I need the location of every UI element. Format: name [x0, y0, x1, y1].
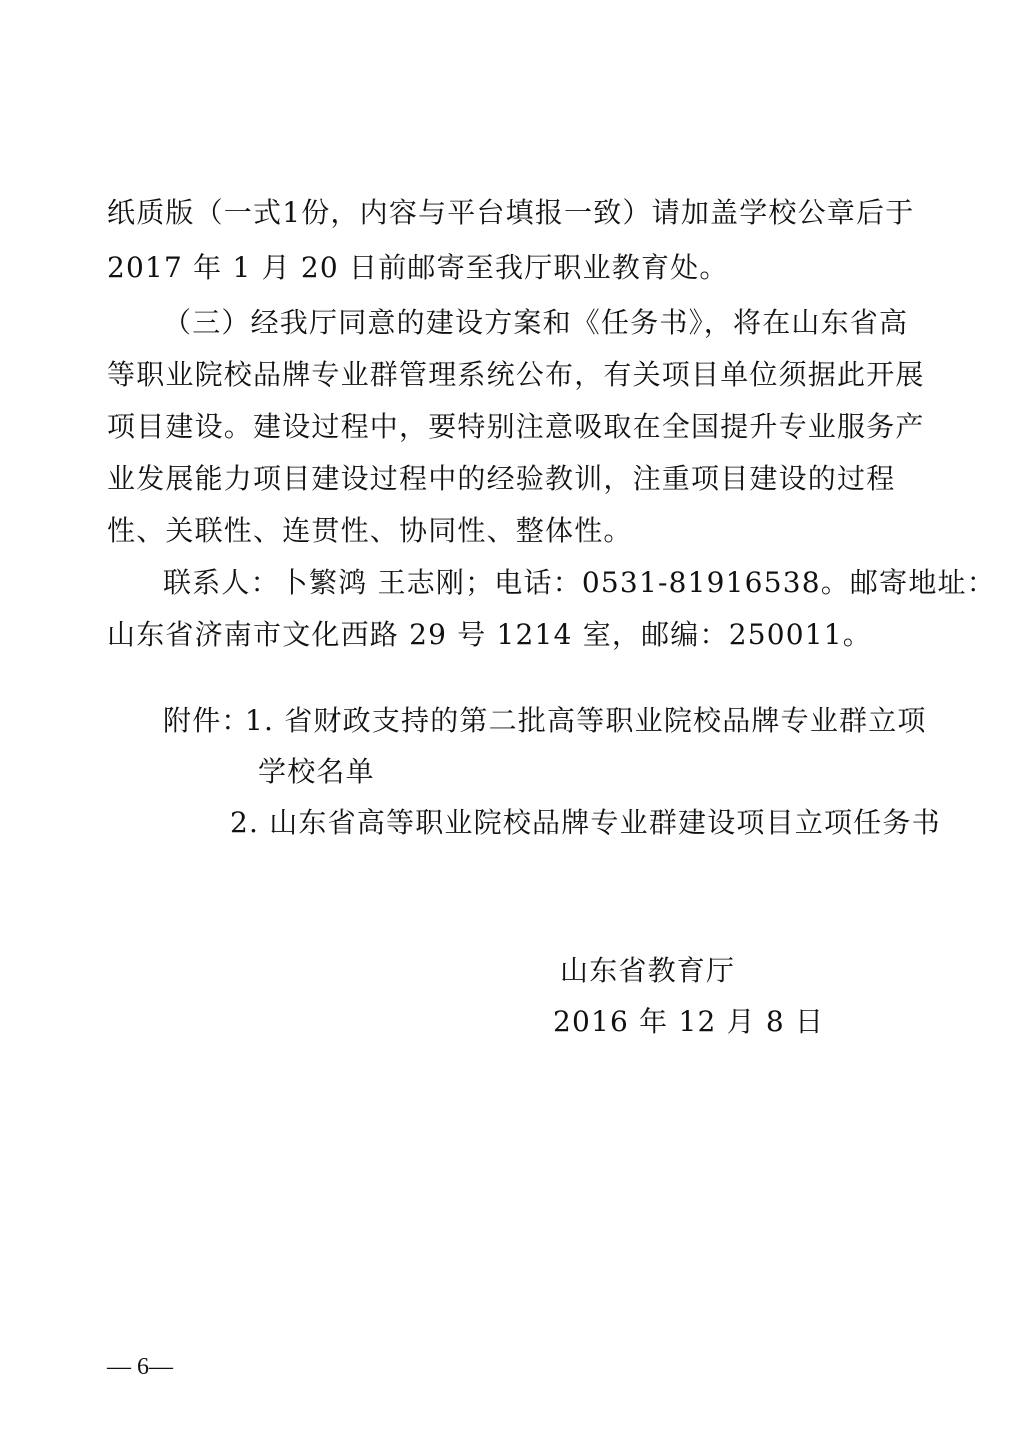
paragraph-2-line-5: 性、关联性、连贯性、协同性、整体性。 [107, 514, 633, 547]
issuer-name: 山东省教育厅 [560, 954, 736, 987]
contact-line-1: 联系人：卜繁鸿 王志刚；电话：0531-81916538。邮寄地址： [163, 566, 996, 599]
paragraph-2-line-2: 等职业院校品牌专业群管理系统公布，有关项目单位须据此开展 [107, 358, 925, 391]
page-number: — 6— [107, 1354, 173, 1380]
contact-line-2: 山东省济南市文化西路 29 号 1214 室，邮编：250011。 [107, 618, 872, 651]
attachment-item-2: 2. 山东省高等职业院校品牌专业群建设项目立项任务书 [230, 806, 941, 839]
paragraph-2-line-3: 项目建设。建设过程中，要特别注意吸取在全国提升专业服务产 [107, 410, 925, 443]
paragraph-1-line-2: 2017 年 1 月 20 日前邮寄至我厅职业教育处。 [107, 251, 729, 284]
paragraph-2-line-4: 业发展能力项目建设过程中的经验教训，注重项目建设的过程 [107, 462, 896, 495]
attachment-item-1-line-2: 学校名单 [258, 755, 375, 788]
attachment-item-1-line-1: 1. 省财政支持的第二批高等职业院校品牌专业群立项 [245, 704, 927, 737]
attachments-label: 附件： [163, 704, 251, 737]
paragraph-1-line-1: 纸质版（一式1份，内容与平台填报一致）请加盖学校公章后于 [107, 196, 915, 229]
paragraph-2-line-1: （三）经我厅同意的建设方案和《任务书》，将在山东省高 [163, 306, 909, 339]
issue-date: 2016 年 12 月 8 日 [553, 1005, 825, 1038]
